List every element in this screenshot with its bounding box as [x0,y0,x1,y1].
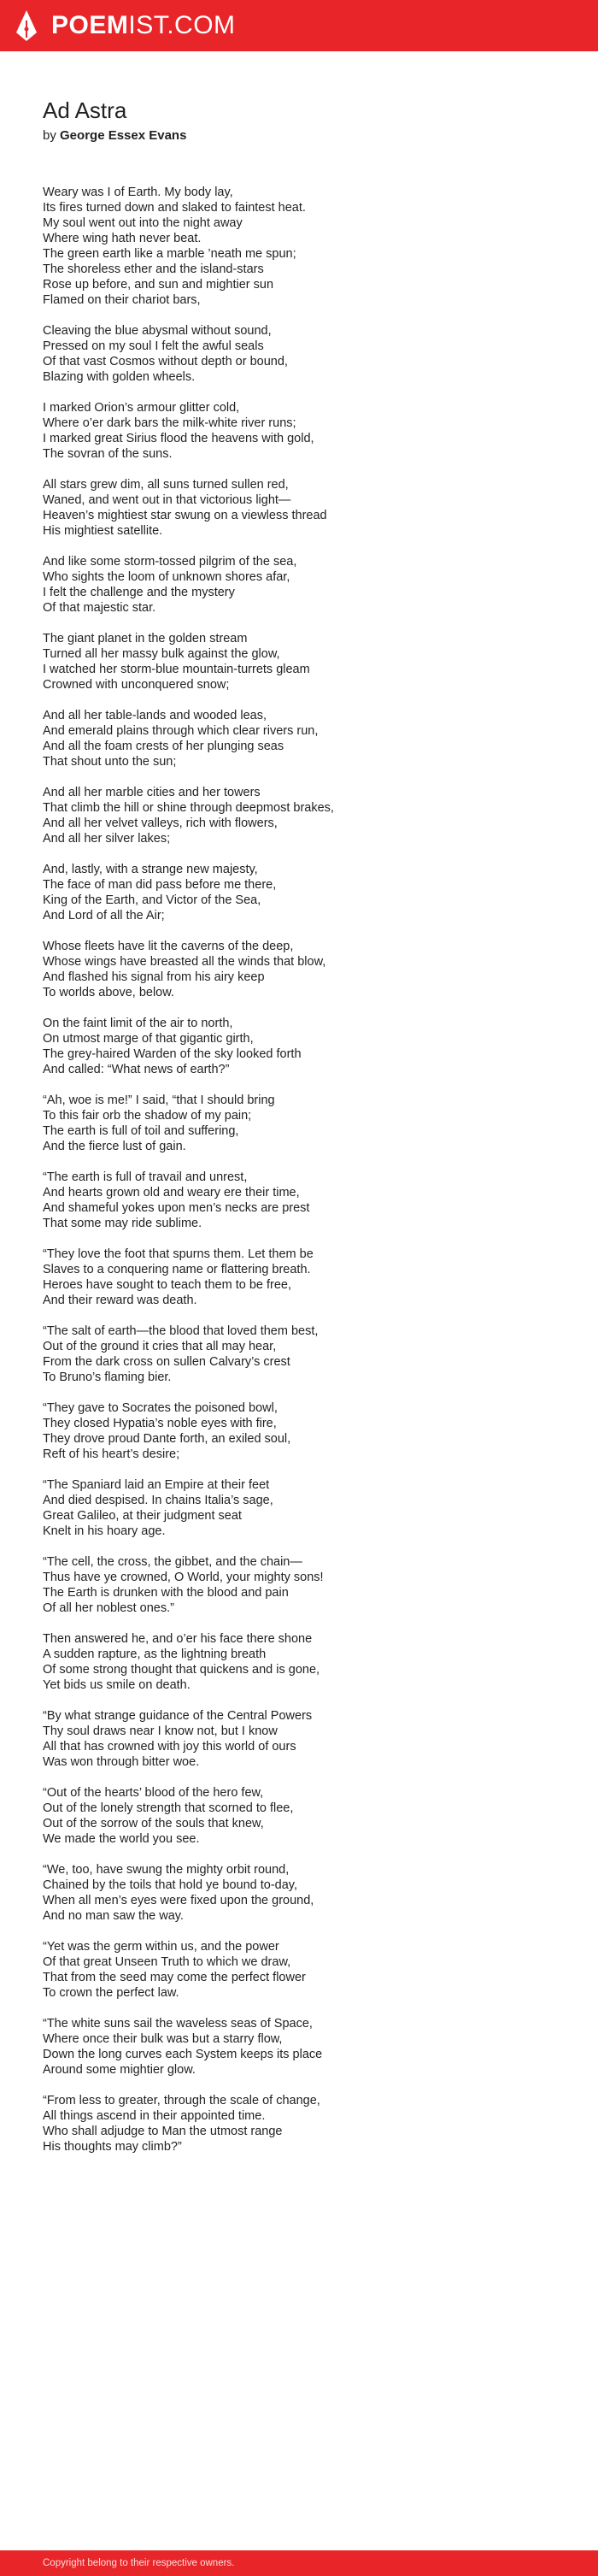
poem-line: They closed Hypatia’s noble eyes with fire, [43,1417,277,1430]
poem-line: Pressed on my soul I felt the awful seals [43,339,264,353]
poem-line: Weary was I of Earth. My body lay, [43,186,233,199]
copyright-text: Copyright belong to their respective owners. [43,2558,235,2568]
author-name[interactable]: George Essex Evans [60,128,187,143]
poem-line: Its fires turned down and slaked to faintest heat. [43,201,306,215]
poem-line: Knelt in his hoary age. [43,1524,166,1538]
poem-line: All things ascend in their appointed time. [43,2109,266,2123]
poem-line: Whose wings have breasted all the winds that blow, [43,955,326,969]
poem-line: “By what strange guidance of the Central Powers [43,1709,313,1723]
poem-line: Heaven’s mightiest star swung on a viewless thread [43,509,327,522]
poem-line: I marked great Sirius flood the heavens with gold, [43,432,314,445]
poem-line: Crowned with unconquered snow; [43,678,230,692]
stanza [43,554,564,616]
poem-line: Thy soul draws near I know not, but I know [43,1724,278,1738]
stanza [43,785,564,846]
poem-line: Of that vast Cosmos without depth or bound, [43,355,288,368]
poem-line: Who sights the loom of unknown shores afar, [43,570,290,584]
poem-line: His mightiest satellite. [43,524,163,538]
poem-line: And called: “What news of earth?” [43,1063,230,1076]
poem-line: “Yet was the germ within us, and the power [43,1940,279,1954]
poem-line: We made the world you see. [43,1832,200,1846]
poem-line: And their reward was death. [43,1294,197,1307]
poem-line: King of the Earth, and Victor of the Sea, [43,893,261,907]
poem-line: And all her marble cities and her towers [43,786,261,799]
poem-line: Reft of his heart’s desire; [43,1447,180,1461]
stanza [43,1323,564,1385]
poem-line: And the fierce lust of gain. [43,1140,186,1153]
site-header [0,0,598,51]
poem-line: The sovran of the suns. [43,447,173,461]
poem-title: Ad Astra [43,97,127,123]
poem-line: And, lastly, with a strange new majesty, [43,863,258,876]
poem-line: “The earth is full of travail and unrest, [43,1170,248,1184]
poem-line: A sudden rapture, as the lightning breath [43,1648,267,1661]
poem-line: His thoughts may climb?” [43,2140,182,2154]
poem-line: The green earth like a marble ’neath me spun; [43,247,296,261]
poem-line: And hearts grown old and weary ere their time, [43,1186,300,1200]
stanza [43,1477,564,1539]
poem-line: And no man saw the way. [43,1909,184,1923]
poem-line: The earth is full of toil and suffering, [43,1124,239,1138]
poem-line: I watched her storm-blue mountain-turrets gleam [43,663,310,676]
poem-line: On the faint limit of the air to north, [43,1017,233,1030]
poem-line: Heroes have sought to teach them to be free, [43,1278,291,1292]
logo-text-light: IST.COM [128,11,236,39]
poem-line: Rose up before, and sun and mightier sun [43,278,274,292]
poem-line: Great Galileo, at their judgment seat [43,1509,242,1523]
poem-line: “From less to greater, through the scale of change, [43,2094,320,2107]
poem-line: Flamed on their chariot bars, [43,293,201,307]
poem-line: Chained by the toils that hold ye bound to-day, [43,1878,297,1892]
poem-line: The shoreless ether and the island-stars [43,262,264,276]
stanza [43,708,564,769]
poem-line: That shout unto the sun; [43,755,177,769]
poem-line: And all her silver lakes; [43,832,171,846]
stanza [43,1554,564,1616]
poem-line: “Out of the hearts’ blood of the hero few, [43,1786,264,1800]
poem-line: The Earth is drunken with the blood and pain [43,1586,289,1600]
poem-line: Was won through bitter woe. [43,1755,200,1769]
poem-line: That from the seed may come the perfect flower [43,1971,306,1984]
poem-line: That some may ride sublime. [43,1217,202,1230]
stanza [43,939,564,1000]
poem-line: I felt the challenge and the mystery [43,586,235,599]
stanza [43,2093,564,2155]
poem-line: Out of the sorrow of the souls that knew, [43,1817,264,1830]
poem-line: And flashed his signal from his airy keep [43,970,265,984]
stanza [43,185,564,308]
poem-line: Blazing with golden wheels. [43,370,196,384]
poem-line: Yet bids us smile on death. [43,1678,191,1692]
stanza [43,1862,564,1924]
poem-line: Of all her noblest ones.” [43,1601,174,1615]
stanza [43,631,564,693]
poem-line: Of that majestic star. [43,601,156,615]
poem-line: Out of the ground it cries that all may hear, [43,1340,277,1353]
poem-line: And Lord of all the Air; [43,909,165,923]
stanza [43,1785,564,1847]
poem-line: Where wing hath never beat. [43,232,202,245]
poem-line: And died despised. In chains Italia’s sage, [43,1494,273,1507]
by-label: by [43,128,56,143]
poem-line: “They love the foot that spurns them. Let them be [43,1247,314,1261]
poem-line: My soul went out into the night away [43,216,243,230]
stanza [43,1939,564,2001]
poem-line: To this fair orb the shadow of my pain; [43,1109,252,1123]
stanza [43,2016,564,2078]
poem-line: And shameful yokes upon men’s necks are prest [43,1201,310,1215]
stanza [43,1708,564,1770]
poem-line: To Bruno’s flaming bier. [43,1371,172,1384]
poem-line: Out of the lonely strength that scorned to flee, [43,1801,294,1815]
site-footer [0,2550,598,2576]
poem-line: I marked Orion’s armour glitter cold, [43,401,240,415]
poem-line: When all men’s eyes were fixed upon the ground, [43,1894,314,1907]
poem-line: They drove proud Dante forth, an exiled soul, [43,1432,291,1446]
poem-line: “The Spaniard laid an Empire at their feet [43,1478,270,1492]
poem-line: And all her velvet valleys, rich with flowers, [43,816,278,830]
poem-line: Where o’er dark bars the milk-white river runs; [43,416,296,430]
poem-line: “The salt of earth—the blood that loved them best, [43,1324,319,1338]
poem-line: “We, too, have swung the mighty orbit round, [43,1863,290,1877]
poem-line: Of some strong thought that quickens and is gone, [43,1663,320,1677]
poem-line: To crown the perfect law. [43,1986,179,2000]
poem-line: Of that great Unseen Truth to which we draw, [43,1955,291,1969]
stanza [43,1093,564,1154]
poem-line: Whose fleets have lit the caverns of the deep, [43,940,294,953]
stanza [43,1631,564,1693]
poem-line: “The cell, the cross, the gibbet, and the chain— [43,1555,302,1569]
stanza [43,477,564,539]
stanza [43,1247,564,1308]
poem-line: The face of man did pass before me there, [43,878,277,892]
poem-line: Down the long curves each System keeps its place [43,2048,323,2061]
poem-line: From the dark cross on sullen Calvary’s crest [43,1355,290,1369]
poem-line: And all her table-lands and wooded leas, [43,709,267,722]
poem-line: Who shall adjudge to Man the utmost range [43,2125,283,2138]
stanza [43,323,564,385]
poem-line: Cleaving the blue abysmal without sound, [43,324,272,338]
logo-text-bold: POEM [51,11,129,39]
poem-line: Slaves to a conquering name or flattering breath. [43,1263,311,1276]
stanza [43,1400,564,1462]
byline [43,127,186,144]
stanza [43,1170,564,1231]
poem-line: Waned, and went out in that victorious light— [43,493,291,507]
poem-line: To worlds above, below. [43,986,174,999]
poem-line: The giant planet in the golden stream [43,632,248,645]
quill-pen-nib-icon[interactable] [14,9,39,43]
poem-line: Around some mightier glow. [43,2063,196,2077]
stanza [43,862,564,923]
poem-line: “The white suns sail the waveless seas of Space, [43,2017,313,2031]
stanza [43,400,564,462]
poem-line: Where once their bulk was but a starry flow, [43,2032,283,2046]
poem-line: And all the foam crests of her plunging seas [43,740,284,753]
poem-line: Then answered he, and o’er his face there shone [43,1632,313,1646]
site-logo[interactable] [51,10,236,41]
poem-line: “They gave to Socrates the poisoned bowl, [43,1401,278,1415]
poem-line: And like some storm-tossed pilgrim of the sea, [43,555,297,569]
poem-line: Thus have ye crowned, O World, your mighty sons! [43,1571,324,1584]
stanza [43,1016,564,1077]
poem-line: “Ah, woe is me!” I said, “that I should bring [43,1093,275,1107]
poem-line: All stars grew dim, all suns turned sullen red, [43,478,289,492]
poem-line: All that has crowned with joy this world of ours [43,1740,296,1754]
poem-body [43,185,564,2170]
poem-line: That climb the hill or shine through deepmost brakes, [43,801,334,815]
poem-line: On utmost marge of that gigantic girth, [43,1032,254,1046]
poem-line: And emerald plains through which clear rivers run, [43,724,319,738]
poem-line: Turned all her massy bulk against the glow, [43,647,280,661]
poem-line: The grey-haired Warden of the sky looked forth [43,1047,302,1061]
